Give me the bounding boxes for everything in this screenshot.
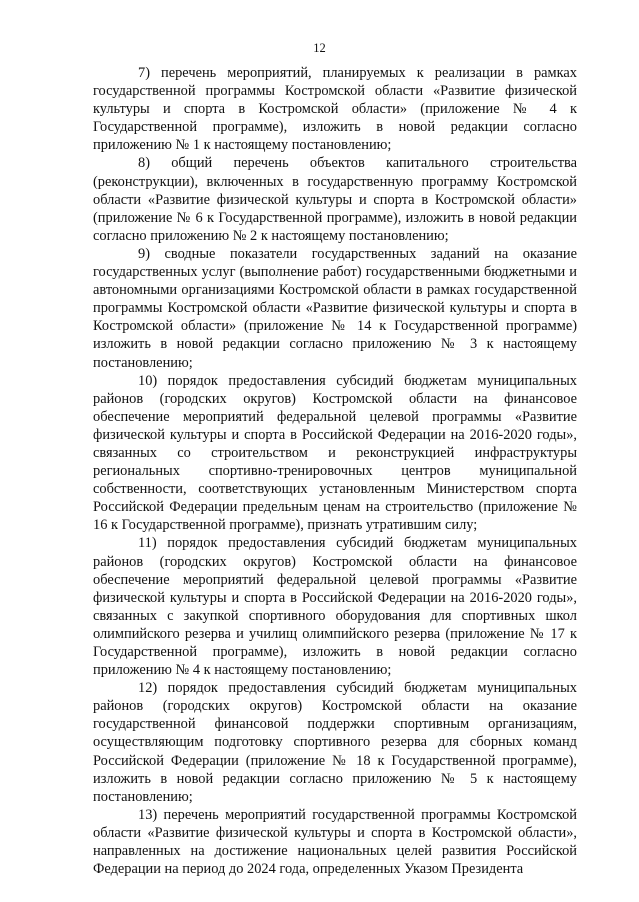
document-body xyxy=(93,64,577,878)
paragraph-item-8: 8) общий перечень объектов капитального строительства (реконструкции), включенных в государственную программу Костромской области «Развитие физической культуры и спорта в Костромской области» (приложение № 6 к Государственной программе), изложить в новой редакции согласно приложению № 2 к настоящему постановлению; xyxy=(93,155,577,244)
paragraph-item-7: 7) перечень мероприятий, планируемых к реализации в рамках государственной программы Костромской области «Развитие физической культуры и спорта в Костромской области» (приложение № 4 к Государственной программе), изложить в новой редакции согласно приложению № 1 к настоящему постановлению; xyxy=(93,65,577,154)
paragraph-item-10: 10) порядок предоставления субсидий бюджетам муниципальных районов (городских округов) Костромской области на финансовое обеспечение мероприятий федеральной целевой программы «Развитие физической культуры и спорта в Российской Федерации на 2016-2020 годы», связанных со строительством и реконструкцией инфраструктуры региональных спортивно-тренировочных центров муниципальной собственности, соответствующих установленным Министерством спорта Российской Федерации предельным ценам на строительство (приложение № 16 к Государственной программе), признать утратившим силу; xyxy=(93,372,577,534)
paragraph-item-13: 13) перечень мероприятий государственной программы Костромской области «Развитие физической культуры и спорта в Костромской области», направленных на достижение национальных целей развития Российской Федерации на период до 2024 года, определенных Указом Президента xyxy=(93,806,577,878)
paragraph-item-11: 11) порядок предоставления субсидий бюджетам муниципальных районов (городских округов) Костромской области на финансовое обеспечение мероприятий федеральной целевой программы «Развитие физической культуры и спорта в Российской Федерации на 2016-2020 годы», связанных с закупкой спортивного оборудования для спортивных школ олимпийского резерва и училищ олимпийского резерва (приложение № 17 к Государственной программе), изложить в новой редакции согласно приложению № 4 к настоящему постановлению; xyxy=(93,535,577,679)
paragraph-item-9: 9) сводные показатели государственных заданий на оказание государственных услуг (выполнение работ) государственными бюджетными и автономными организациями Костромской области в рамках государственной программы Костромской области «Развитие физической культуры и спорта в Костромской области» (приложение № 14 к Государственной программе) изложить в новой редакции согласно приложению № 3 к настоящему постановлению; xyxy=(93,245,577,371)
paragraph-item-12: 12) порядок предоставления субсидий бюджетам муниципальных районов (городских округов) Костромской области на оказание государственной финансовой поддержки спортивным организациям, осуществляющим подготовку спортивного резерва для сборных команд Российской Федерации (приложение № 18 к Государственной программе), изложить в новой редакции согласно приложению № 5 к настоящему постановлению; xyxy=(93,680,577,805)
page-number: 12 xyxy=(313,41,326,55)
